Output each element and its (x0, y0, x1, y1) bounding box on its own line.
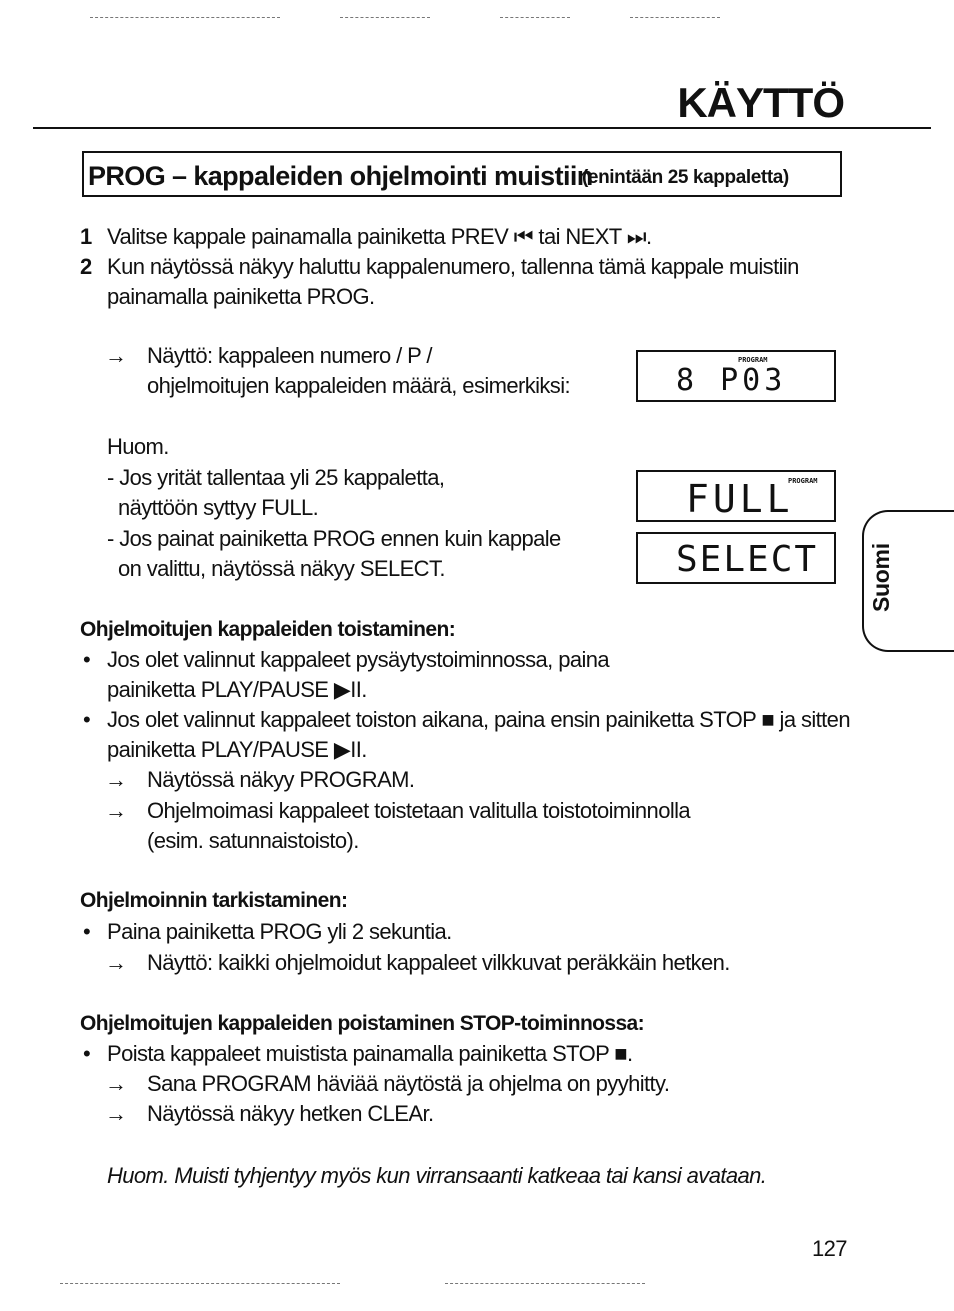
header-rule (33, 127, 931, 129)
section-title: PROG – kappaleiden ohjelmointi muistiin (88, 161, 593, 191)
bullet-icon: • (83, 919, 91, 944)
bullet-icon: • (83, 647, 91, 672)
bullet-text: painiketta PLAY/PAUSE ▶II. (107, 677, 367, 702)
section-heading: Ohjelmoitujen kappaleiden toistaminen: (80, 618, 456, 641)
bullet-icon: • (83, 707, 91, 732)
lcd-display (636, 350, 836, 402)
note-heading: Huom. (107, 434, 169, 459)
scan-mark (445, 1283, 645, 1284)
scan-mark (60, 1283, 340, 1284)
result-text: Näytössä näkyy PROGRAM. (147, 767, 415, 792)
scan-mark (500, 17, 570, 18)
result-arrow-icon: → (105, 343, 127, 368)
step-text: painamalla painiketta PROG. (107, 284, 375, 309)
footer-note: Huom. Muisti tyhjentyy myös kun virransaanti katkeaa tai kansi avataan. (107, 1163, 767, 1188)
note-text: - Jos yrität tallentaa yli 25 kappaletta, (107, 465, 445, 490)
side-tab-label: Suomi (868, 543, 894, 612)
bullet-text: Poista kappaleet muistista painamalla painiketta STOP ■. (107, 1041, 633, 1066)
note-text: on valittu, näytössä näkyy SELECT. (118, 556, 445, 581)
bullet-text: Jos olet valinnut kappaleet toiston aikana, paina ensin painiketta STOP ■ ja sitten (107, 707, 850, 732)
step-number: 1 (80, 224, 92, 249)
result-arrow-icon: → (105, 798, 127, 823)
lcd-label: PROGRAM (788, 477, 818, 485)
result-arrow-icon: → (105, 1071, 127, 1096)
result-text: Näytössä näkyy hetken CLEAr. (147, 1101, 434, 1126)
result-arrow-icon: → (105, 767, 127, 792)
step-text: Kun näytössä näkyy haluttu kappalenumero, tallenna tämä kappale muistiin (107, 254, 799, 279)
lcd-display (636, 532, 836, 584)
result-text: Ohjelmoimasi kappaleet toistetaan valitulla toistotoiminnolla (147, 798, 691, 823)
result-text: (esim. satunnaistoisto). (147, 828, 359, 853)
section-heading: Ohjelmoitujen kappaleiden poistaminen STOP-toiminnossa: (80, 1012, 645, 1035)
bullet-text: Jos olet valinnut kappaleet pysäytystoiminnossa, paina (107, 647, 610, 672)
result-arrow-icon: → (105, 950, 127, 975)
result-text: Sana PROGRAM häviää näytöstä ja ohjelma on pyyhitty. (147, 1071, 670, 1096)
side-tab (862, 510, 954, 652)
bullet-text: painiketta PLAY/PAUSE ▶II. (107, 737, 367, 762)
bullet-icon: • (83, 1041, 91, 1066)
section-heading: Ohjelmoinnin tarkistaminen: (80, 889, 348, 912)
lcd-text: 8 P03 (676, 363, 787, 398)
step-number: 2 (80, 254, 92, 279)
page-number: 127 (812, 1236, 847, 1261)
result-text: Näyttö: kaikki ohjelmoidut kappaleet vilkkuvat peräkkäin hetken. (147, 950, 730, 975)
lcd-display (636, 470, 836, 522)
section-title-box (82, 151, 842, 197)
section-subtitle: (enintään 25 kappaletta) (582, 167, 789, 188)
scan-mark (630, 17, 720, 18)
result-text: Näyttö: kappaleen numero / P / (147, 343, 432, 368)
lcd-text: SELECT (676, 539, 819, 580)
step-text: Valitse kappale painamalla painiketta PREV ⏮ tai NEXT ⏭. (107, 224, 652, 249)
scan-mark (90, 17, 280, 18)
bullet-text: Paina painiketta PROG yli 2 sekuntia. (107, 919, 452, 944)
scan-mark (340, 17, 430, 18)
lcd-text: FULL (686, 477, 794, 521)
lcd-label: PROGRAM (738, 356, 768, 364)
page-title: KÄYTTÖ (677, 79, 844, 126)
note-text: - Jos painat painiketta PROG ennen kuin kappale (107, 526, 561, 551)
note-text: näyttöön syttyy FULL. (118, 495, 319, 520)
result-text: ohjelmoitujen kappaleiden määrä, esimerkiksi: (147, 373, 571, 398)
result-arrow-icon: → (105, 1101, 127, 1126)
